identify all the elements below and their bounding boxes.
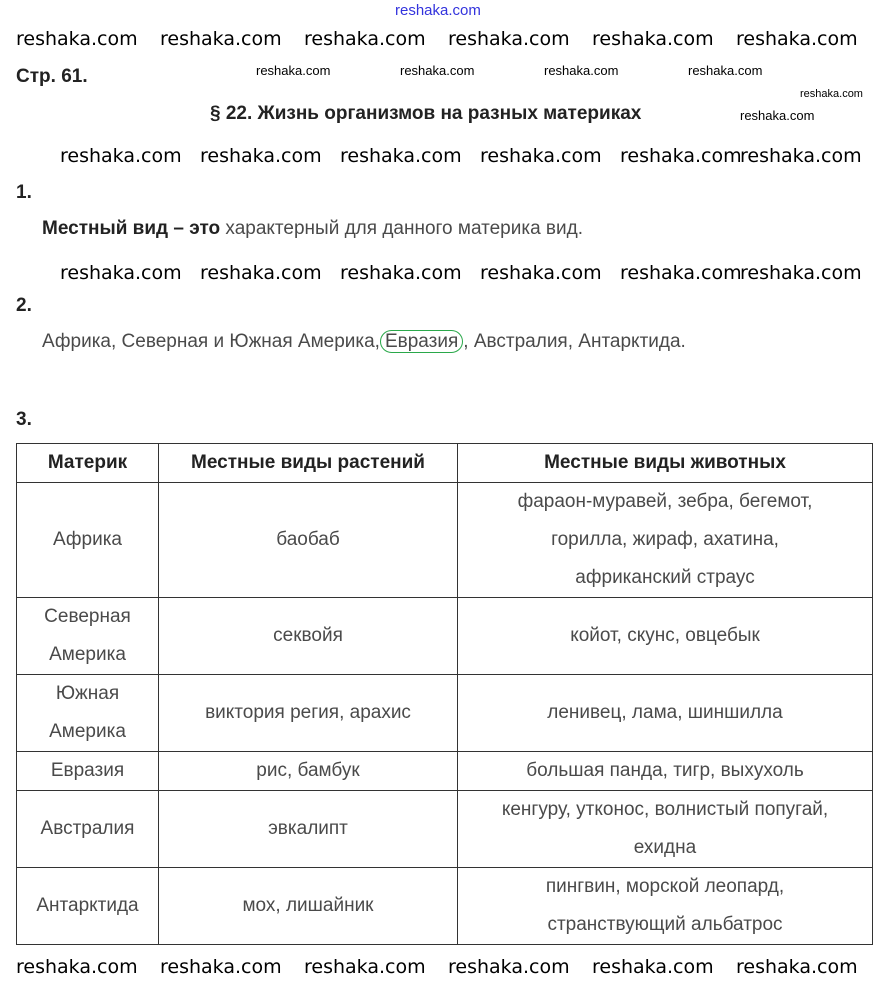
animals-cell: [458, 483, 873, 598]
continent-cell: [17, 868, 159, 945]
plants-cell: [159, 598, 458, 675]
question-3-number: 3.: [16, 409, 32, 430]
table-row: [17, 868, 873, 945]
continent-cell-line: Африка: [53, 529, 122, 550]
table-row: [17, 752, 873, 791]
page-title: § 22. Жизнь организмов на разных материках: [210, 103, 642, 124]
header-continent: Материк: [17, 444, 159, 483]
continent-cell: [17, 675, 159, 752]
watermark: reshaka.com: [60, 262, 182, 284]
animals-cell-line: койот, скунс, овцебык: [570, 625, 760, 646]
definition-text: характерный для данного материка вид.: [225, 218, 583, 239]
animals-cell-line: ленивец, лама, шиншилла: [547, 702, 783, 723]
plants-cell-line: эвкалипт: [268, 818, 348, 839]
animals-cell-line: африканский страус: [575, 567, 755, 588]
watermark: reshaka.com: [256, 63, 331, 78]
animals-cell: [458, 675, 873, 752]
watermark: reshaka.com: [200, 145, 322, 167]
watermark: reshaka.com: [340, 145, 462, 167]
table-row: [17, 675, 873, 752]
table-row: [17, 791, 873, 868]
plants-cell-line: секвойя: [273, 625, 343, 646]
plants-cell-line: мох, лишайник: [242, 895, 374, 916]
animals-cell: [458, 791, 873, 868]
watermark: reshaka.com: [60, 145, 182, 167]
watermark: reshaka.com: [340, 262, 462, 284]
continents-list-start: Африка, Северная и Южная Америка,: [42, 331, 380, 352]
animals-cell-line: странствующий альбатрос: [547, 914, 783, 935]
continent-cell-line: Австралия: [40, 818, 135, 839]
continent-cell-line: Северная: [44, 606, 131, 627]
animals-cell-line: фараон-муравей, зебра, бегемот,: [517, 491, 813, 512]
watermark: reshaka.com: [620, 262, 742, 284]
question-2-number: 2.: [16, 295, 32, 316]
continent-cell: [17, 791, 159, 868]
animals-cell-line: горилла, жираф, ахатина,: [551, 529, 779, 550]
question-2-answer: [42, 331, 686, 353]
watermark: reshaka.com: [688, 63, 763, 78]
plants-cell: [159, 675, 458, 752]
watermark: reshaka.com: [200, 262, 322, 284]
watermark: reshaka.com: [740, 262, 862, 284]
animals-cell: [458, 752, 873, 791]
header-animals: Местные виды животных: [458, 444, 873, 483]
watermark: reshaka.com: [800, 88, 863, 100]
watermark: reshaka.com: [160, 28, 282, 50]
continent-cell: [17, 598, 159, 675]
definition-term: Местный вид – это: [42, 218, 221, 239]
watermark: reshaka.com: [592, 28, 714, 50]
plants-cell-line: виктория регия, арахис: [205, 702, 411, 723]
animals-cell-line: ехидна: [633, 837, 697, 858]
continent-cell: [17, 752, 159, 791]
watermark: reshaka.com: [544, 63, 619, 78]
header-plants: Местные виды растений: [159, 444, 458, 483]
watermark: reshaka.com: [480, 145, 602, 167]
plants-cell: [159, 791, 458, 868]
circled-continent: Евразия: [380, 330, 463, 353]
animals-cell-line: пингвин, морской леопард,: [545, 876, 785, 897]
animals-cell-line: большая панда, тигр, выхухоль: [526, 760, 804, 781]
plants-cell: [159, 868, 458, 945]
animals-cell: [458, 868, 873, 945]
watermark: reshaka.com: [304, 28, 426, 50]
table-row: [17, 483, 873, 598]
watermark: reshaka.com: [400, 63, 475, 78]
page-reference: Стр. 61.: [16, 66, 88, 87]
watermark: reshaka.com: [16, 28, 138, 50]
animals-cell: [458, 598, 873, 675]
watermark: reshaka.com: [16, 956, 138, 978]
continent-cell-line: Евразия: [50, 760, 125, 781]
plants-cell-line: рис, бамбук: [256, 760, 360, 781]
continent-cell-line: Америка: [49, 721, 126, 742]
watermark: reshaka.com: [448, 28, 570, 50]
watermark: reshaka.com: [736, 956, 858, 978]
continent-cell: [17, 483, 159, 598]
plants-cell: [159, 483, 458, 598]
watermark: reshaka.com: [620, 145, 742, 167]
species-table: [16, 443, 873, 945]
plants-cell: [159, 752, 458, 791]
animals-cell-line: кенгуру, утконос, волнистый попугай,: [501, 799, 829, 820]
watermark: reshaka.com: [740, 108, 815, 123]
watermark: reshaka.com: [592, 956, 714, 978]
watermark: reshaka.com: [395, 2, 481, 19]
watermark: reshaka.com: [448, 956, 570, 978]
watermark: reshaka.com: [304, 956, 426, 978]
watermark: reshaka.com: [160, 956, 282, 978]
continent-cell-line: Америка: [49, 644, 126, 665]
table-row: [17, 598, 873, 675]
watermark: reshaka.com: [736, 28, 858, 50]
continent-cell-line: Антарктида: [36, 895, 139, 916]
plants-cell-line: баобаб: [276, 529, 340, 550]
continents-list-end: , Австралия, Антарктида.: [463, 331, 686, 352]
watermark: reshaka.com: [740, 145, 862, 167]
question-1-number: 1.: [16, 182, 32, 203]
continent-cell-line: Южная: [55, 683, 120, 704]
watermark: reshaka.com: [480, 262, 602, 284]
question-1-answer: [42, 218, 583, 240]
